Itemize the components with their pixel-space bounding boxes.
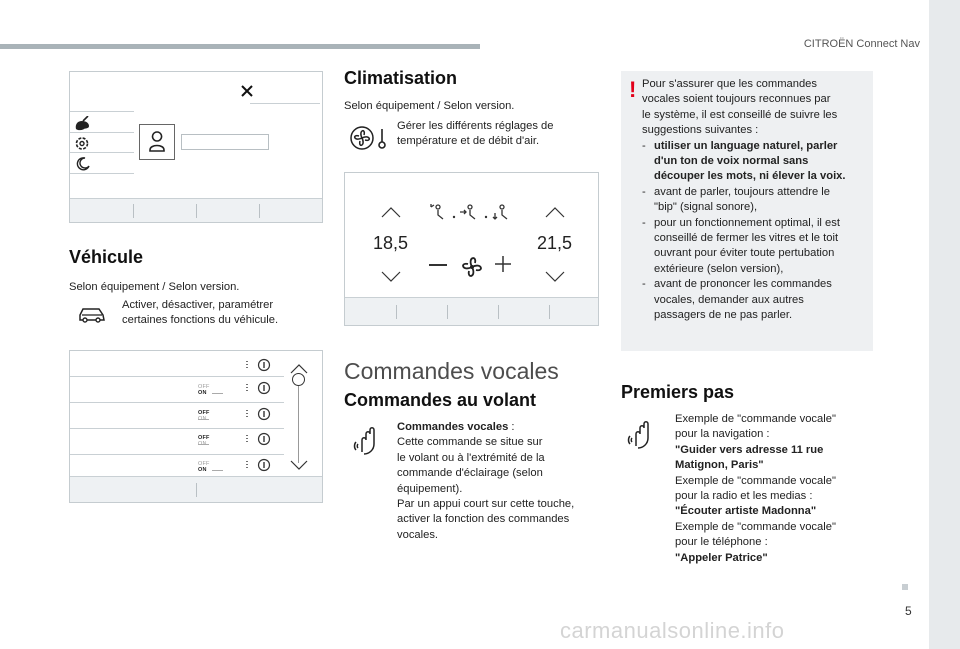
list-dash: - <box>642 139 646 152</box>
profile-button[interactable] <box>139 124 175 160</box>
vehicule-description: Activer, désactiver, paramétrer certaines fonctions du véhicule. <box>122 299 279 327</box>
toggle-underline <box>198 419 209 420</box>
on-off-toggle[interactable] <box>198 461 210 473</box>
fan-icon <box>457 252 487 287</box>
premiers-pas-line: Exemple de "commande vocale" <box>675 520 836 533</box>
page-header-title: CITROËN Connect Nav <box>803 38 920 50</box>
note-item-line: passagers de ne pas parler. <box>654 309 793 322</box>
premiers-pas-line: Exemple de "commande vocale" <box>675 474 836 487</box>
on-off-toggle[interactable] <box>198 435 210 447</box>
fan-decrease-button[interactable] <box>429 264 447 266</box>
note-item-line: utiliser un language naturel, parler <box>654 139 838 152</box>
commandes-vocales-line: activer la fonction des commandes <box>397 513 570 526</box>
fan-temperature-icon <box>350 126 390 150</box>
commandes-au-volant-heading: Commandes au volant <box>344 390 537 410</box>
info-icon[interactable] <box>245 381 273 400</box>
note-item-line: découper les mots, ni élever la voix. <box>654 170 846 183</box>
fan-increase-button[interactable] <box>494 255 512 278</box>
car-icon <box>77 305 107 325</box>
commandes-vocales-line: équipement). <box>397 482 463 495</box>
info-icon[interactable] <box>245 407 273 426</box>
scrollbar-track[interactable] <box>298 373 299 463</box>
list-dash: - <box>642 216 646 229</box>
settings-gear-icon[interactable] <box>74 136 91 156</box>
toggle-off-label: OFF <box>198 435 210 441</box>
note-item-line: conseillé de fermer les vitres et le toit <box>654 232 839 245</box>
commandes-vocales-title: Commandes vocales <box>344 358 559 384</box>
commandes-vocales-line: Par un appui court sur cette touche, <box>397 498 575 511</box>
paint-palette-icon[interactable] <box>74 116 91 136</box>
premiers-pas-heading: Premiers pas <box>621 382 735 402</box>
toggle-underline <box>212 470 223 471</box>
premiers-pas-line: "Guider vers adresse 11 rue <box>675 443 824 456</box>
climatisation-heading: Climatisation <box>344 68 458 88</box>
vehicle-settings-screen <box>69 350 323 503</box>
commandes-vocales-label-suffix: : <box>508 421 515 433</box>
airflow-mode-icons[interactable] <box>429 203 521 228</box>
toggle-on-label: ON <box>198 390 207 396</box>
toggle-on-label: ON <box>198 466 207 473</box>
note-item-line: d'un ton de voix normal sans <box>654 155 809 168</box>
toggle-underline <box>198 444 209 445</box>
vehicle-app-screen <box>69 71 323 223</box>
climatisation-subtitle: Selon équipement / Selon version. <box>344 100 515 112</box>
watermark: carmanualsonline.info <box>560 618 785 643</box>
voice-command-hand-icon-2 <box>626 416 656 452</box>
profile-name-field[interactable] <box>181 134 269 150</box>
page-marker <box>902 584 908 590</box>
premiers-pas-line: "Écouter artiste Madonna" <box>675 505 817 518</box>
note-item-line: avant de parler, toujours attendre le <box>654 185 831 198</box>
vehicule-subtitle: Selon équipement / Selon version. <box>69 281 240 293</box>
climate-screen <box>344 172 599 326</box>
scroll-down-chevron-icon[interactable] <box>290 457 308 475</box>
premiers-pas-line: Matignon, Paris" <box>675 459 764 472</box>
page-number: 5 <box>905 604 912 618</box>
temp-right-value: 21,5 <box>537 233 573 253</box>
note-list-item <box>642 216 870 278</box>
commandes-vocales-line: le volant ou à l'extrémité de la <box>397 451 545 464</box>
warning-exclamation-icon: ! <box>629 77 637 102</box>
list-dash: - <box>642 278 646 291</box>
toggle-underline <box>212 393 223 394</box>
temp-left-up-button[interactable] <box>381 205 401 223</box>
temp-right-down-button[interactable] <box>545 269 565 287</box>
on-off-toggle[interactable] <box>198 410 210 422</box>
note-intro-line: le système, il est conseillé de suivre les <box>642 108 838 121</box>
commandes-vocales-line: commande d'éclairage (selon <box>397 467 543 480</box>
on-off-toggle[interactable] <box>198 384 210 396</box>
note-intro-line: vocales soient toujours reconnues par <box>642 93 831 106</box>
note-item-line: avant de prononcer les commandes <box>654 278 832 291</box>
note-list-item <box>642 185 870 216</box>
premiers-pas-line: pour le téléphone : <box>675 536 768 549</box>
premiers-pas-examples <box>675 412 875 566</box>
premiers-pas-line: pour la navigation : <box>675 428 770 441</box>
header-rule <box>0 44 480 49</box>
premiers-pas-line: pour la radio et les medias : <box>675 490 813 503</box>
voice-tips-note <box>621 71 873 351</box>
commandes-vocales-line: vocales. <box>397 528 439 541</box>
note-item-line: pour un fonctionnement optimal, il est <box>654 216 840 229</box>
night-mode-moon-icon[interactable] <box>76 157 90 176</box>
toggle-off-label: OFF <box>198 409 210 416</box>
commandes-vocales-line: Cette commande se situe sur <box>397 436 543 449</box>
note-intro-line: Pour s'assurer que les commandes <box>642 78 818 90</box>
note-item-line: vocales, demander aux autres <box>654 293 804 306</box>
note-item-line: "bip" (signal sonore), <box>654 201 758 214</box>
temp-left-down-button[interactable] <box>381 269 401 287</box>
list-dash: - <box>642 185 646 198</box>
note-item-line: ouvrant pour éviter toute pertubation <box>654 247 835 260</box>
vehicule-heading: Véhicule <box>69 247 144 267</box>
note-item-line: extérieure (selon version), <box>654 262 784 275</box>
commandes-vocales-text <box>397 420 597 543</box>
note-intro-line: suggestions suivantes : <box>642 124 759 137</box>
premiers-pas-line: "Appeler Patrice" <box>675 551 768 564</box>
premiers-pas-line: Exemple de "commande vocale" <box>675 413 836 425</box>
info-icon[interactable] <box>245 458 273 477</box>
temp-left-value: 18,5 <box>373 233 409 253</box>
note-list-item <box>642 277 870 323</box>
voice-command-hand-icon <box>352 422 382 458</box>
climatisation-description: Gérer les différents réglages de température et de débit d'air. <box>397 120 554 148</box>
settings-row-1[interactable] <box>245 358 273 377</box>
commandes-vocales-label: Commandes vocales <box>397 421 509 433</box>
info-icon[interactable] <box>245 432 273 451</box>
toggle-off-label: OFF <box>198 460 210 467</box>
temp-right-up-button[interactable] <box>545 205 565 223</box>
close-icon[interactable] <box>241 84 253 102</box>
toggle-off-label: OFF <box>198 384 210 390</box>
scrollbar-thumb[interactable] <box>292 373 305 386</box>
page-side-band <box>929 0 960 649</box>
note-list-item <box>642 139 870 185</box>
